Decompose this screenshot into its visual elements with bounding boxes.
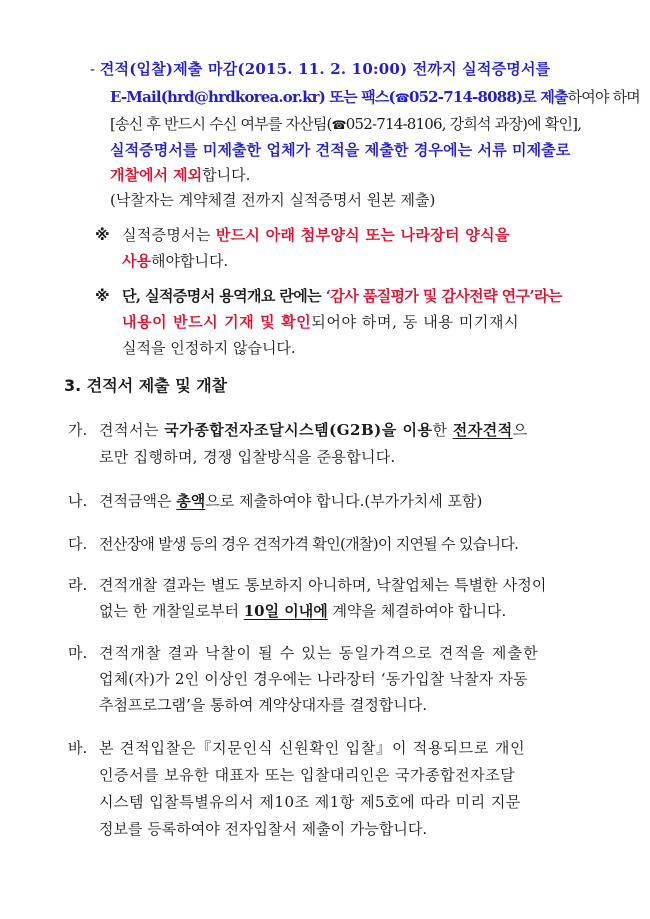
phone-icon: ☎ <box>394 91 409 105</box>
item-ma-line-3: 추첨프로그램’을 통하여 계약상대자를 결정합니다. <box>99 696 428 714</box>
note-2-red-content: 내용이 반드시 기재 및 확인 <box>122 313 312 331</box>
item-ga-text-c: 한 <box>432 421 453 439</box>
notice-line-4: 실적증명서를 미제출한 업체가 견적을 제출한 경우에는 서류 미제출로 <box>110 141 571 159</box>
note-2-line-1 <box>122 289 562 304</box>
total-amount-text: 총액 <box>176 492 206 510</box>
reference-mark: ※ <box>95 287 110 305</box>
item-ma-line-1: 견적개찰 결과 낙찰이 될 수 있는 동일가격으로 견적을 제출한 <box>99 644 539 662</box>
notice-line-2 <box>110 90 640 105</box>
item-label: 다. <box>68 535 88 553</box>
item-ra-text-a: 없는 한 개찰일로부터 <box>99 602 244 620</box>
item-label: 마. <box>68 644 88 662</box>
reference-mark: ※ <box>95 226 110 244</box>
item-ba-line-1: 본 견적입찰은『지문인식 신원확인 입찰』이 적용되므로 개인 <box>99 739 526 757</box>
e-quote-text: 전자견적 <box>452 421 513 439</box>
note-1-red-use: 사용 <box>122 252 151 270</box>
item-da-line-1: 전산장애 발생 등의 경우 견적가격 확인(개찰)이 지연될 수 있습니다. <box>99 535 519 553</box>
item-label: 가. <box>68 421 88 439</box>
item-na-text-c: 으로 제출하여야 합니다.(부가가치세 포함) <box>205 492 483 510</box>
notice-line-1 <box>90 62 550 77</box>
note-1-red-text: 반드시 아래 첨부양식 또는 나라장터 양식을 <box>215 226 510 244</box>
item-label: 바. <box>68 739 88 757</box>
dash-bullet: - <box>90 60 96 78</box>
item-ba-line-3: 시스템 입찰특별유의서 제10조 제1항 제5호에 따라 미리 지문 <box>99 793 521 811</box>
email-fax-text: E-Mail(hrd@hrdkorea.or.kr) 또는 팩스( <box>110 88 395 106</box>
item-na-text-a: 견적금액은 <box>99 492 177 510</box>
excluded-text: 개찰에서 제외 <box>110 166 203 184</box>
note-2-red-text: ‘감사 품질평가 및 감사전략 연구’라는 <box>325 287 562 305</box>
notice-line-5-tail: 합니다. <box>202 166 251 184</box>
note-1-text: 실적증명서는 <box>122 226 216 244</box>
phone-icon-2: ☎ <box>331 118 346 132</box>
confirm-text-a: [송신 후 반드시 수신 여부를 자산팀( <box>110 115 332 133</box>
note-2-tail: 되어야 하며, 동 내용 미기재시 <box>311 313 520 331</box>
item-ra-line-1: 견적개찰 결과는 별도 통보하지 아니하며, 낙찰업체는 특별한 사정이 <box>99 576 547 594</box>
g2b-text: 국가종합전자조달시스템(G2B)을 이용 <box>164 421 433 439</box>
item-ra-line-2 <box>99 604 506 619</box>
note-1-line-1 <box>122 228 510 243</box>
note-1-tail: 해야합니다. <box>150 252 229 270</box>
item-ma-line-2: 업체(자)가 2인 이상인 경우에는 나라장터 ‘동가입찰 낙찰자 자동 <box>99 670 528 688</box>
note-2-line-3: 실적을 인정하지 않습니다. <box>122 339 296 357</box>
item-ra-text-c: 계약을 체결하여야 합니다. <box>327 602 507 620</box>
notice-line-2-tail: 하여야 하며 <box>567 88 640 106</box>
ten-days-text: 10일 이내에 <box>243 602 328 620</box>
notice-line-5 <box>110 168 250 183</box>
deadline-text: 견적(입찰)제출 마감(2015. 11. 2. 10:00) 전까지 실적증명서를 <box>99 60 551 78</box>
item-ga-line-1 <box>99 423 528 438</box>
item-ga-text-a: 견적서는 <box>99 421 165 439</box>
item-ba-line-4: 정보를 등록하여야 전자입찰서 제출이 가능합니다. <box>99 820 428 838</box>
item-ga-line-2: 로만 집행하며, 경쟁 입찰방식을 준용합니다. <box>99 448 396 466</box>
confirm-text-b: 052-714-8106, 강희석 과장)에 확인], <box>345 115 582 133</box>
notice-line-6: (낙찰자는 계약체결 전까지 실적증명서 원본 제출) <box>110 191 436 209</box>
item-na-line-1 <box>99 494 482 509</box>
note-2-text: 단, 실적증명서 용역개요 란에는 <box>122 287 326 305</box>
notice-line-3 <box>110 117 581 132</box>
fax-number-text: 052-714-8088)로 제출 <box>408 88 568 106</box>
note-1-line-2 <box>122 254 228 269</box>
section-title: 3. 견적서 제출 및 개찰 <box>64 376 228 395</box>
note-2-line-2 <box>122 315 519 330</box>
item-ga-text-e: 으 <box>512 421 528 439</box>
item-label: 나. <box>68 492 88 510</box>
item-label: 라. <box>68 576 88 594</box>
item-ba-line-2: 인증서를 보유한 대표자 또는 입찰대리인은 국가종합전자조달 <box>99 766 516 784</box>
